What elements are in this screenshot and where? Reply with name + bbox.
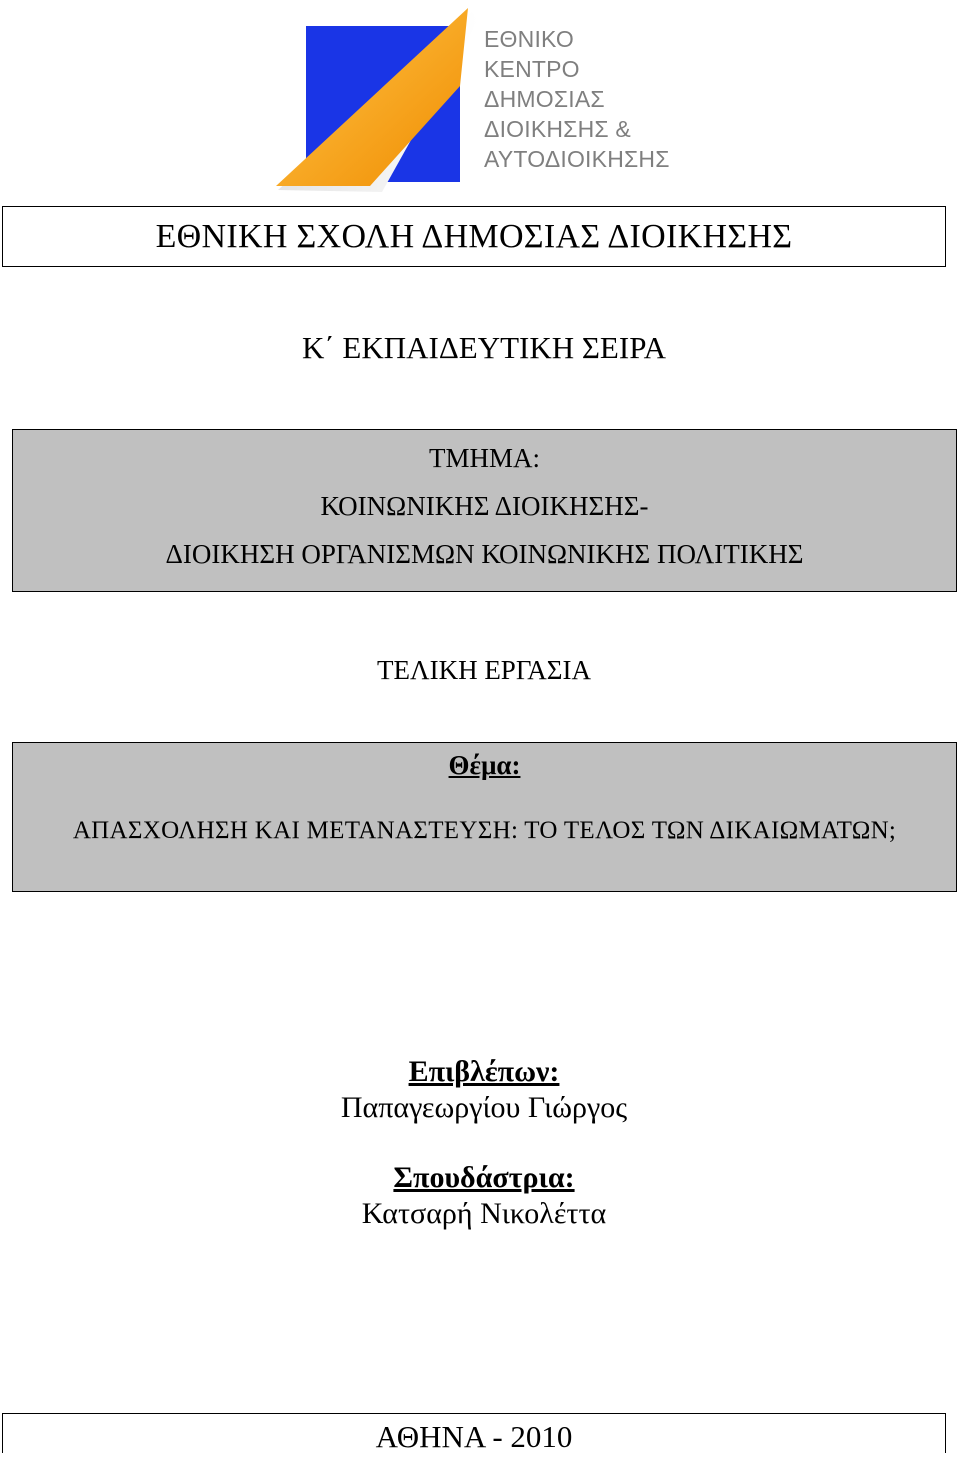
logo-emblem-icon <box>270 6 480 192</box>
supervisor-name: Παπαγεωργίου Γιώργος <box>340 1091 628 1124</box>
supervisor-block <box>0 1054 960 1126</box>
topic-label: Θέμα: <box>448 750 521 780</box>
department-label: ΤΜΗΜΑ: <box>428 443 540 473</box>
logo-line: ΔΙΟΙΚΗΣΗΣ & <box>484 116 631 142</box>
department-box <box>12 429 957 592</box>
logo-line: ΔΗΜΟΣΙΑΣ <box>484 86 605 112</box>
student-label: Σπουδάστρια: <box>393 1161 575 1194</box>
school-name: ΕΘΝΙΚΗ ΣΧΟΛΗ ΔΗΜΟΣΙΑΣ ΔΙΟΙΚΗΣΗΣ <box>155 218 793 255</box>
supervisor-label: Επιβλέπων: <box>408 1055 560 1088</box>
department-name-line1: ΚΟΙΝΩΝΙΚΗΣ ΔΙΟΙΚΗΣΗΣ- <box>320 491 649 521</box>
department-name-line2: ΔΙΟΙΚΗΣΗ ΟΡΓΑΝΙΣΜΩΝ ΚΟΙΝΩΝΙΚΗΣ ΠΟΛΙΤΙΚΗΣ <box>165 539 804 569</box>
training-series: Κ΄ ΕΚΠΑΙΔΕΥΤΙΚΗ ΣΕΙΡΑ <box>301 330 667 365</box>
topic-box <box>12 742 957 892</box>
student-block <box>0 1160 960 1232</box>
logo-line: ΕΘΝΙΚΟ <box>484 26 574 52</box>
logo-line: ΑΥΤΟΔΙΟΙΚΗΣΗΣ <box>484 146 670 172</box>
document-type: ΤΕΛΙΚΗ ΕΡΓΑΣΙΑ <box>377 655 591 685</box>
school-name-box <box>2 206 946 267</box>
logo-line: ΚΕΝΤΡΟ <box>484 56 580 82</box>
place-date: ΑΘΗΝΑ - 2010 <box>375 1419 573 1454</box>
footer-box <box>2 1413 946 1453</box>
logo-wordmark <box>484 24 670 174</box>
topic-title: ΑΠΑΣΧΟΛΗΣΗ ΚΑΙ ΜΕΤΑΝΑΣΤΕΥΣΗ: ΤΟ ΤΕΛΟΣ ΤΩΝ ΔΙΚΑΙΩΜΑΤΩΝ; <box>72 817 897 844</box>
student-name: Κατσαρή Νικολέττα <box>361 1197 607 1230</box>
logo <box>270 6 710 192</box>
